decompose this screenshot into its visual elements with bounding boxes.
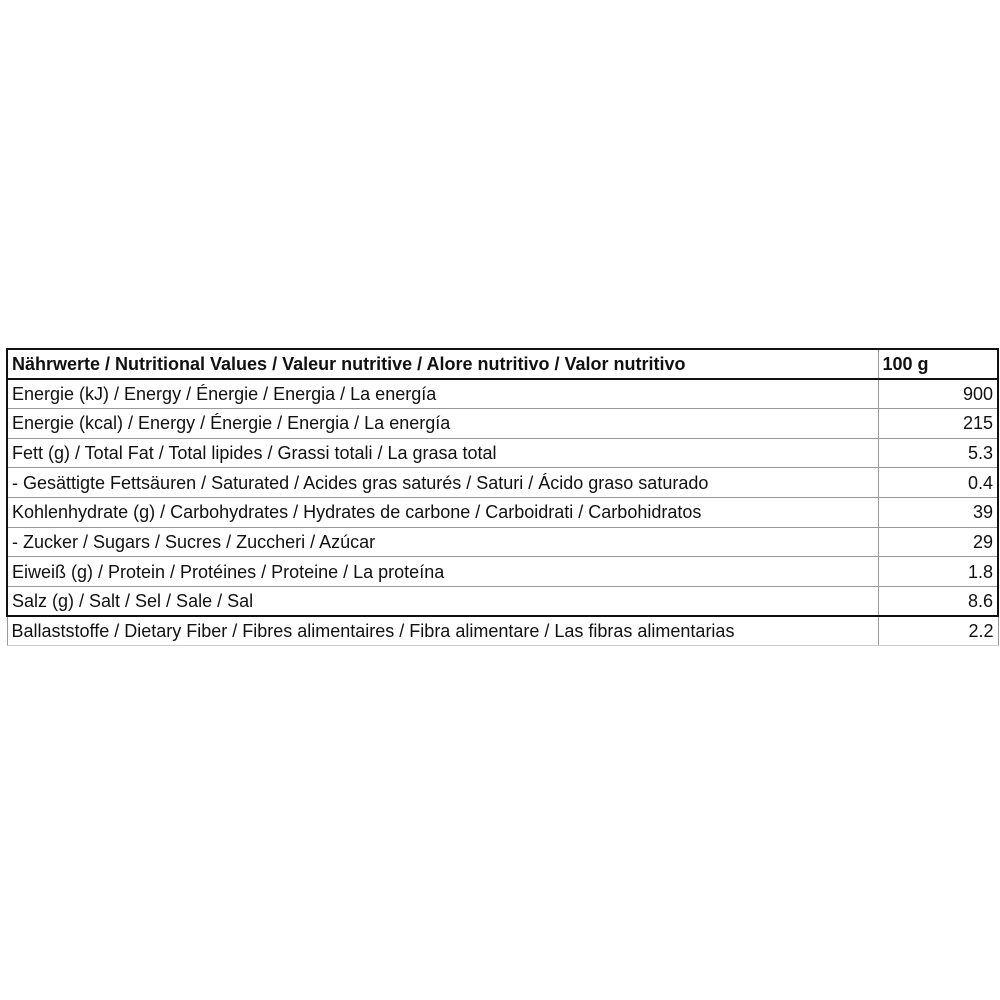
row-value: 1.8: [878, 557, 998, 587]
table-row: [7, 587, 998, 617]
row-label: Eiweiß (g) / Protein / Protéines / Proteine / La proteína: [7, 557, 878, 587]
table-row: [7, 468, 998, 498]
row-label: Fett (g) / Total Fat / Total lipides / Grassi totali / La grasa total: [7, 438, 878, 468]
row-label: - Zucker / Sugars / Sucres / Zuccheri / Azúcar: [7, 527, 878, 557]
row-label: Energie (kcal) / Energy / Énergie / Energia / La energía: [7, 408, 878, 438]
table-row: [7, 616, 998, 646]
row-value: 0.4: [878, 468, 998, 498]
table-row: [7, 438, 998, 468]
row-value: 900: [878, 379, 998, 409]
row-label: - Gesättigte Fettsäuren / Saturated / Acides gras saturés / Saturi / Ácido graso saturado: [7, 468, 878, 498]
header-label: Nährwerte / Nutritional Values / Valeur nutritive / Alore nutritivo / Valor nutritivo: [7, 349, 878, 379]
table-row: [7, 527, 998, 557]
row-value: 8.6: [878, 587, 998, 617]
table-header-row: [7, 349, 998, 379]
table-row: [7, 408, 998, 438]
row-value: 5.3: [878, 438, 998, 468]
row-value: 215: [878, 408, 998, 438]
row-label: Ballaststoffe / Dietary Fiber / Fibres alimentaires / Fibra alimentare / Las fibras alimentarias: [7, 616, 878, 646]
header-unit: 100 g: [878, 349, 998, 379]
row-value: 39: [878, 497, 998, 527]
row-label: Kohlenhydrate (g) / Carbohydrates / Hydrates de carbone / Carboidrati / Carbohidratos: [7, 497, 878, 527]
table-row: [7, 497, 998, 527]
row-value: 29: [878, 527, 998, 557]
row-value: 2.2: [878, 616, 998, 646]
nutrition-table: [6, 348, 999, 646]
table-row: [7, 379, 998, 409]
row-label: Energie (kJ) / Energy / Énergie / Energia / La energía: [7, 379, 878, 409]
row-label: Salz (g) / Salt / Sel / Sale / Sal: [7, 587, 878, 617]
table-row: [7, 557, 998, 587]
